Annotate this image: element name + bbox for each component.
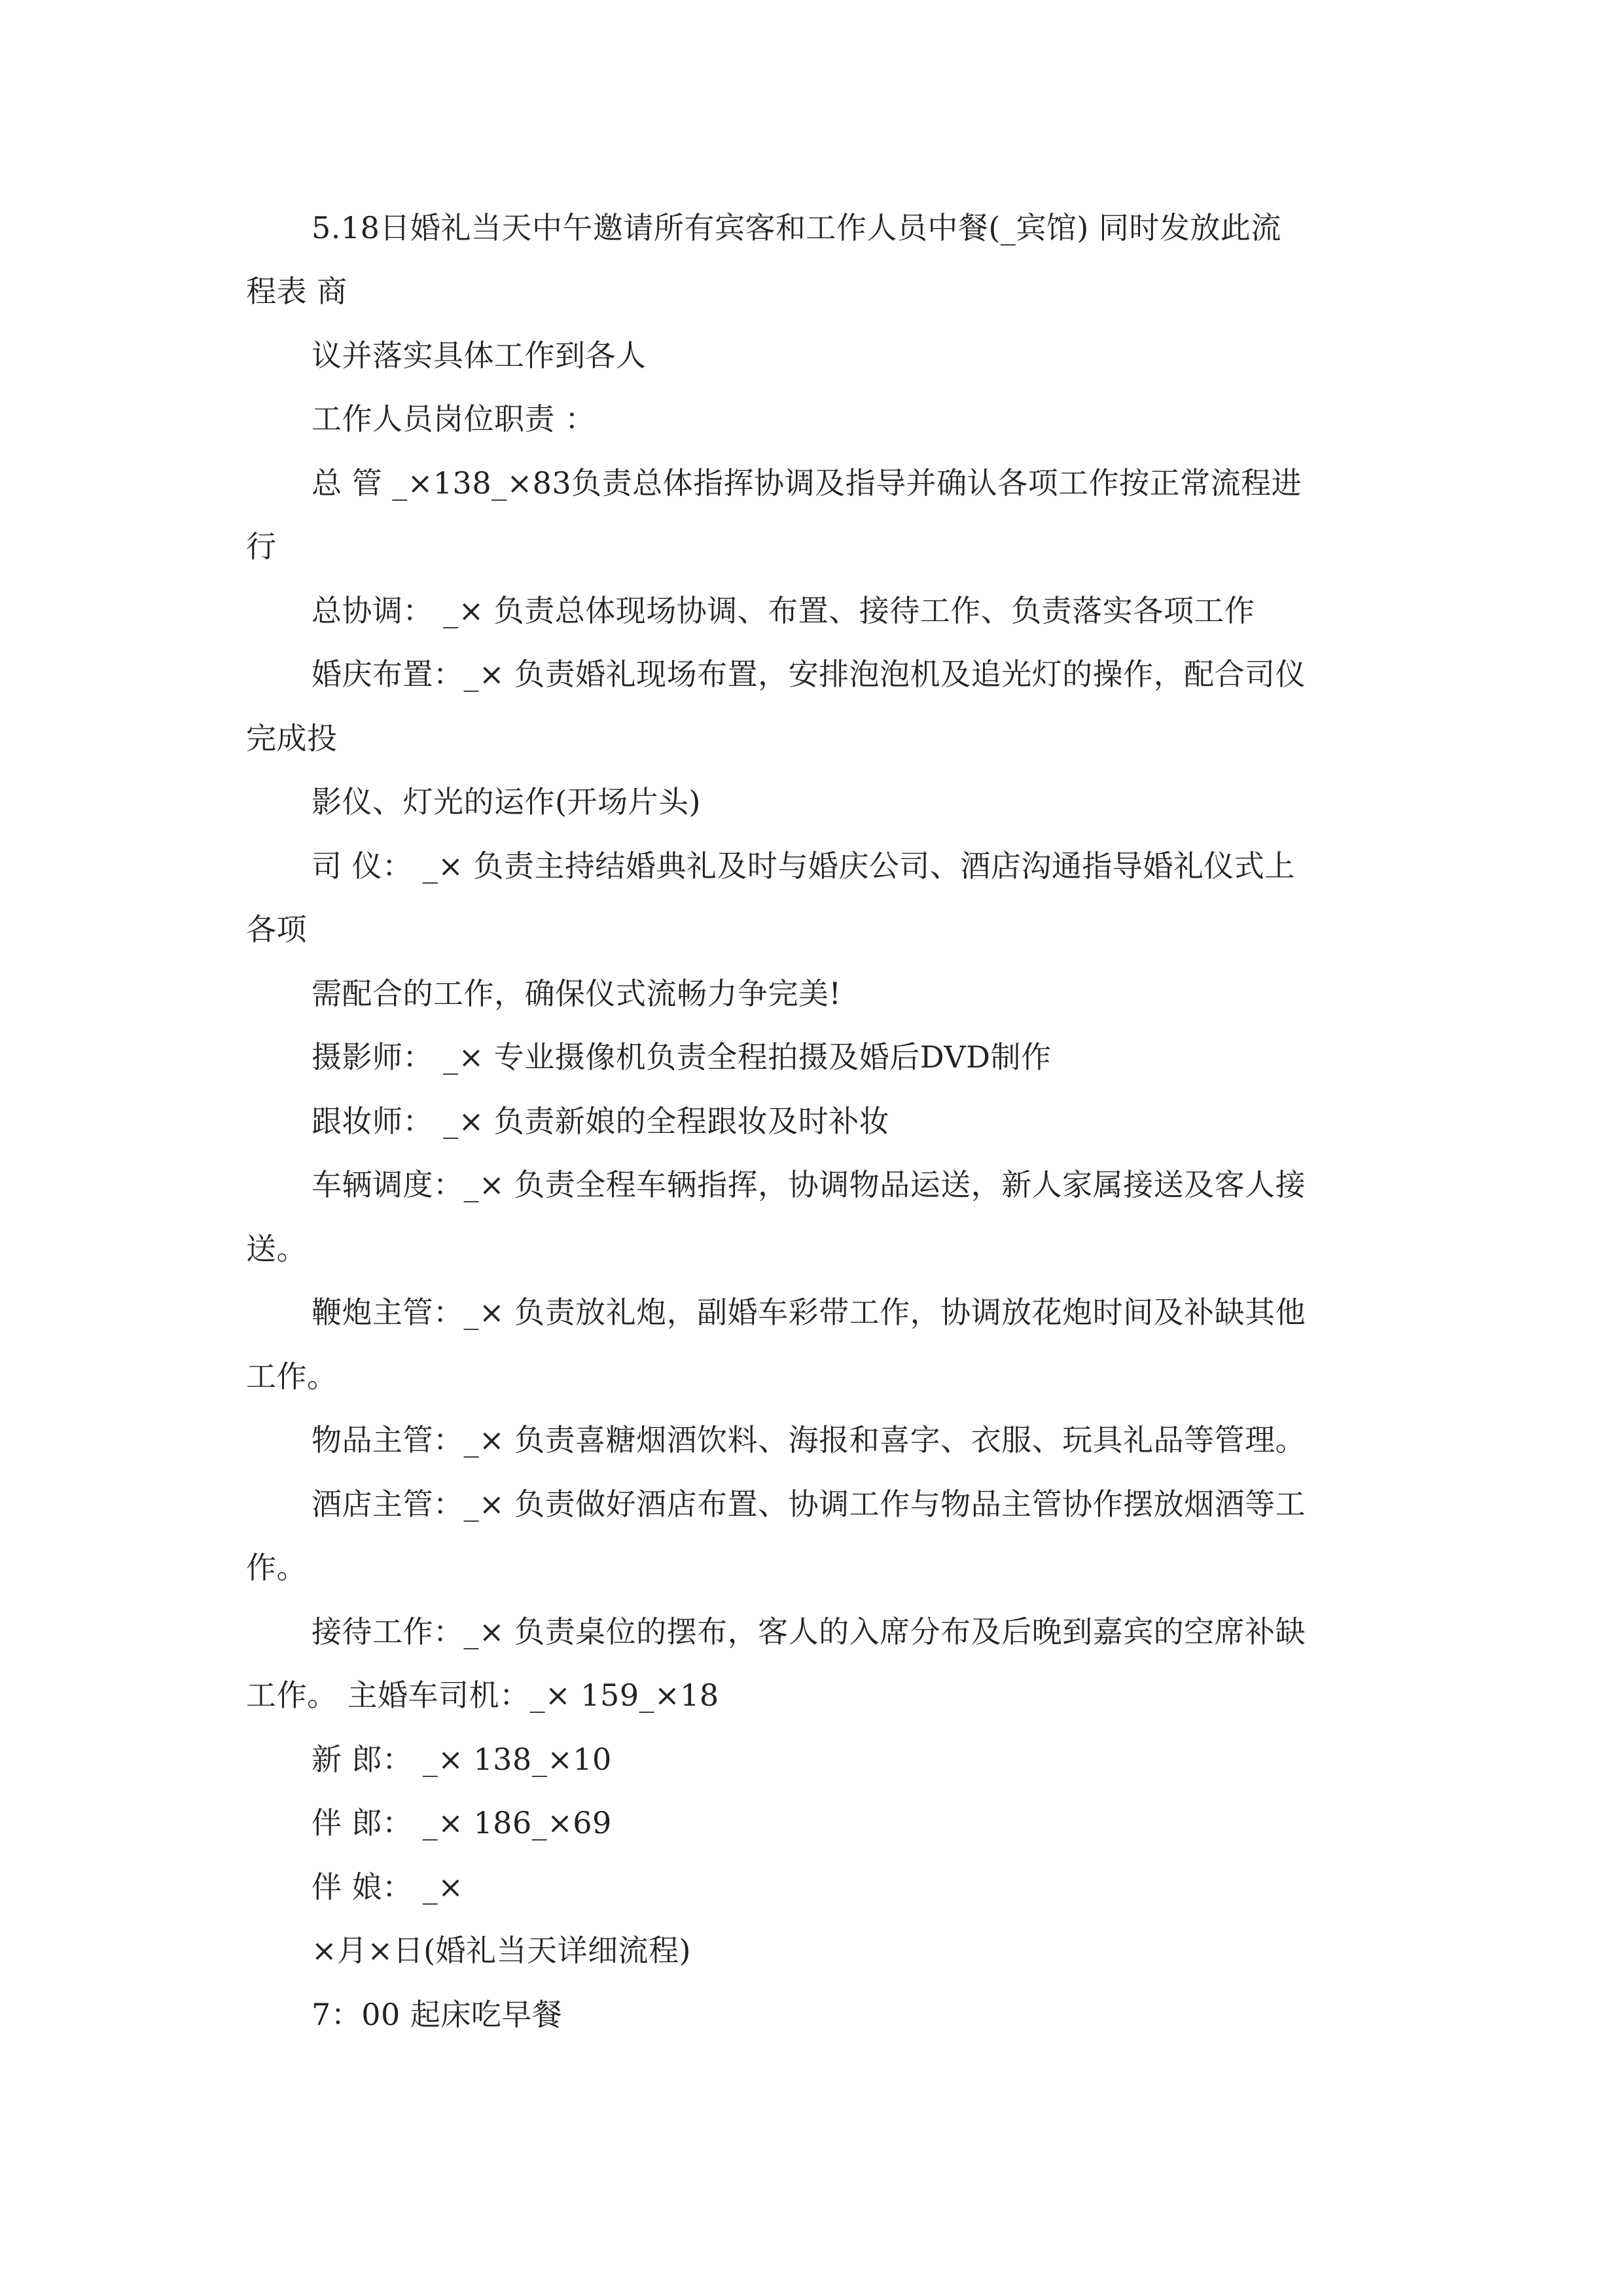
text-line-9: 完成投 [246,721,338,756]
text-line-7: 总协调： _× 负责总体现场协调、布置、接待工作、负责落实各项工作 [312,593,1255,628]
text-line-2: 程表 商 [246,274,348,309]
text-line-6: 行 [246,529,277,564]
text-line-10: 影仪、灯光的运作(开场片头) [312,784,701,819]
text-line-28: ×月×日(婚礼当天详细流程) [312,1933,691,1968]
text-line-17: 送。 [246,1231,307,1266]
text-line-8: 婚庆布置：_× 负责婚礼现场布置，安排泡泡机及追光灯的操作，配合司仪 [312,656,1306,692]
text-line-1: 5.18日婚礼当天中午邀请所有宾客和工作人员中餐(_宾馆) 同时发放此流 [312,210,1281,245]
text-line-19: 工作。 [246,1359,338,1394]
text-line-5: 总 管 _×138_×83负责总体指挥协调及指导并确认各项工作按正常流程进 [312,465,1302,501]
text-line-4: 工作人员岗位职责 ： [312,401,596,437]
text-line-11: 司 仪： _× 负责主持结婚典礼及时与婚庆公司、酒店沟通指导婚礼仪式上 [312,848,1295,884]
text-line-3: 议并落实具体工作到各人 [312,338,647,373]
text-line-16: 车辆调度：_× 负责全程车辆指挥，协调物品运送，新人家属接送及客人接 [312,1167,1306,1202]
text-line-26: 伴 郎： _× 186_×69 [312,1805,612,1840]
text-line-24: 工作。 主婚车司机：_× 159_×18 [246,1677,719,1713]
text-line-15: 跟妆师： _× 负责新娘的全程跟妆及时补妆 [312,1103,890,1139]
text-line-12: 各项 [246,912,307,947]
text-line-18: 鞭炮主管：_× 负责放礼炮，副婚车彩带工作，协调放花炮时间及补缺其他 [312,1295,1306,1330]
text-line-22: 作。 [246,1550,307,1585]
text-line-29: 7：00 起床吃早餐 [312,1997,563,2032]
text-line-21: 酒店主管：_× 负责做好酒店布置、协调工作与物品主管协作摆放烟酒等工 [312,1486,1306,1522]
text-line-20: 物品主管：_× 负责喜糖烟酒饮料、海报和喜字、衣服、玩具礼品等管理。 [312,1422,1306,1458]
text-line-27: 伴 娘： _× [312,1869,464,1905]
text-line-23: 接待工作：_× 负责桌位的摆布，客人的入席分布及后晚到嘉宾的空席补缺 [312,1614,1306,1649]
text-line-14: 摄影师： _× 专业摄像机负责全程拍摄及婚后DVD制作 [312,1039,1052,1075]
text-line-25: 新 郎： _× 138_×10 [312,1742,612,1777]
text-line-13: 需配合的工作，确保仪式流畅力争完美! [312,976,842,1011]
